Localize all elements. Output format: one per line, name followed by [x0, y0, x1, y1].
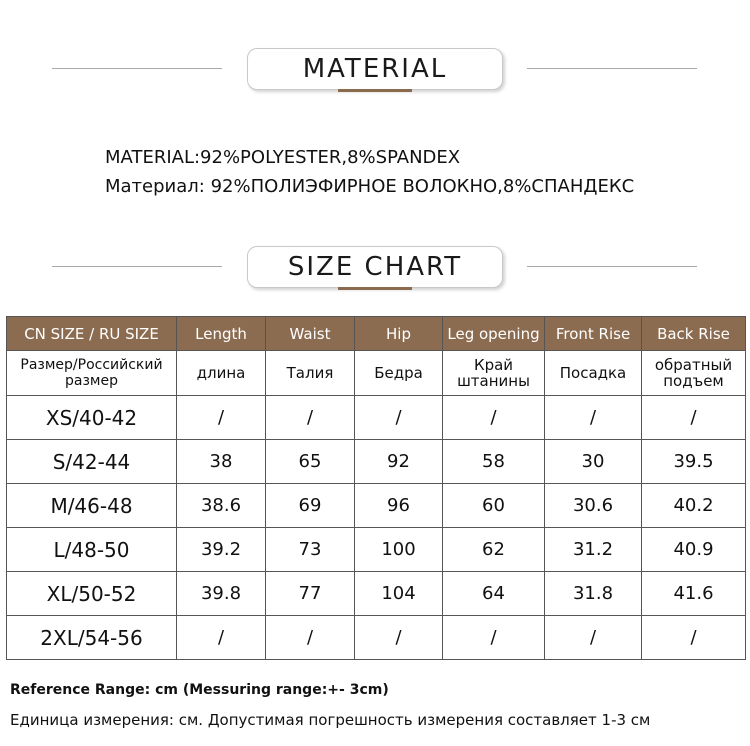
- size-chart-section-title: [247, 246, 503, 288]
- value-cell: /: [177, 396, 266, 440]
- size-cell: L/48-50: [7, 528, 177, 572]
- value-cell: 31.8: [545, 572, 642, 616]
- size-cell: 2XL/54-56: [7, 616, 177, 660]
- value-cell: 69: [266, 484, 355, 528]
- divider-right-material: [527, 68, 697, 69]
- material-title-underline: [338, 89, 412, 92]
- size-chart-title-underline: [338, 287, 412, 290]
- table-ru-header-row: [7, 351, 746, 396]
- value-cell: 100: [355, 528, 443, 572]
- value-cell: 96: [355, 484, 443, 528]
- value-cell: 30: [545, 440, 642, 484]
- value-cell: /: [355, 396, 443, 440]
- value-cell: 62: [443, 528, 545, 572]
- value-cell: 65: [266, 440, 355, 484]
- ru-header-length: длина: [177, 351, 266, 396]
- ru-header-waist: Талия: [266, 351, 355, 396]
- divider-right-size-chart: [527, 266, 697, 267]
- value-cell: 40.9: [642, 528, 746, 572]
- value-cell: /: [266, 396, 355, 440]
- value-cell: 73: [266, 528, 355, 572]
- value-cell: /: [545, 616, 642, 660]
- value-cell: 39.8: [177, 572, 266, 616]
- divider-left-material: [52, 68, 222, 69]
- ru-header-front-rise: Посадка: [545, 351, 642, 396]
- size-chart-title-text: SIZE CHART: [287, 252, 463, 282]
- ru-header-back-rise: обратный подъем: [642, 351, 746, 396]
- value-cell: 38: [177, 440, 266, 484]
- value-cell: 39.2: [177, 528, 266, 572]
- header-front-rise: Front Rise: [545, 317, 642, 351]
- table-header-row: [7, 317, 746, 351]
- table-row: [7, 572, 746, 616]
- value-cell: /: [266, 616, 355, 660]
- size-cell: XL/50-52: [7, 572, 177, 616]
- header-hip: Hip: [355, 317, 443, 351]
- value-cell: 39.5: [642, 440, 746, 484]
- value-cell: /: [642, 616, 746, 660]
- divider-left-size-chart: [52, 266, 222, 267]
- material-en: MATERIAL:92%POLYESTER,8%SPANDEX: [105, 147, 461, 168]
- value-cell: 77: [266, 572, 355, 616]
- value-cell: 40.2: [642, 484, 746, 528]
- header-waist: Waist: [266, 317, 355, 351]
- value-cell: 41.6: [642, 572, 746, 616]
- value-cell: 30.6: [545, 484, 642, 528]
- size-cell: S/42-44: [7, 440, 177, 484]
- reference-note-en: Reference Range: cm (Messuring range:+- 3cm): [10, 682, 389, 698]
- value-cell: /: [642, 396, 746, 440]
- ru-header-leg-opening: Край штанины: [443, 351, 545, 396]
- header-length: Length: [177, 317, 266, 351]
- value-cell: /: [443, 396, 545, 440]
- value-cell: 64: [443, 572, 545, 616]
- table-row: [7, 616, 746, 660]
- value-cell: /: [443, 616, 545, 660]
- table-row: [7, 484, 746, 528]
- value-cell: 60: [443, 484, 545, 528]
- size-cell: XS/40-42: [7, 396, 177, 440]
- material-title-text: MATERIAL: [302, 54, 448, 84]
- table-row: [7, 396, 746, 440]
- value-cell: /: [177, 616, 266, 660]
- table-row: [7, 528, 746, 572]
- header-leg-opening: Leg opening: [443, 317, 545, 351]
- value-cell: 104: [355, 572, 443, 616]
- value-cell: /: [545, 396, 642, 440]
- ru-header-size: Размер/Российский размер: [7, 351, 177, 396]
- size-cell: M/46-48: [7, 484, 177, 528]
- header-size: CN SIZE / RU SIZE: [7, 317, 177, 351]
- value-cell: 31.2: [545, 528, 642, 572]
- header-back-rise: Back Rise: [642, 317, 746, 351]
- size-chart-table: [6, 316, 746, 660]
- value-cell: 58: [443, 440, 545, 484]
- reference-note-ru: Единица измерения: см. Допустимая погрешность измерения составляет 1-3 см: [10, 711, 651, 729]
- material-section-title: [247, 48, 503, 90]
- value-cell: /: [355, 616, 443, 660]
- table-row: [7, 440, 746, 484]
- ru-header-hip: Бедра: [355, 351, 443, 396]
- value-cell: 92: [355, 440, 443, 484]
- value-cell: 38.6: [177, 484, 266, 528]
- material-ru: Материал: 92%ПОЛИЭФИРНОЕ ВОЛОКНО,8%СПАНДЕКС: [105, 176, 635, 197]
